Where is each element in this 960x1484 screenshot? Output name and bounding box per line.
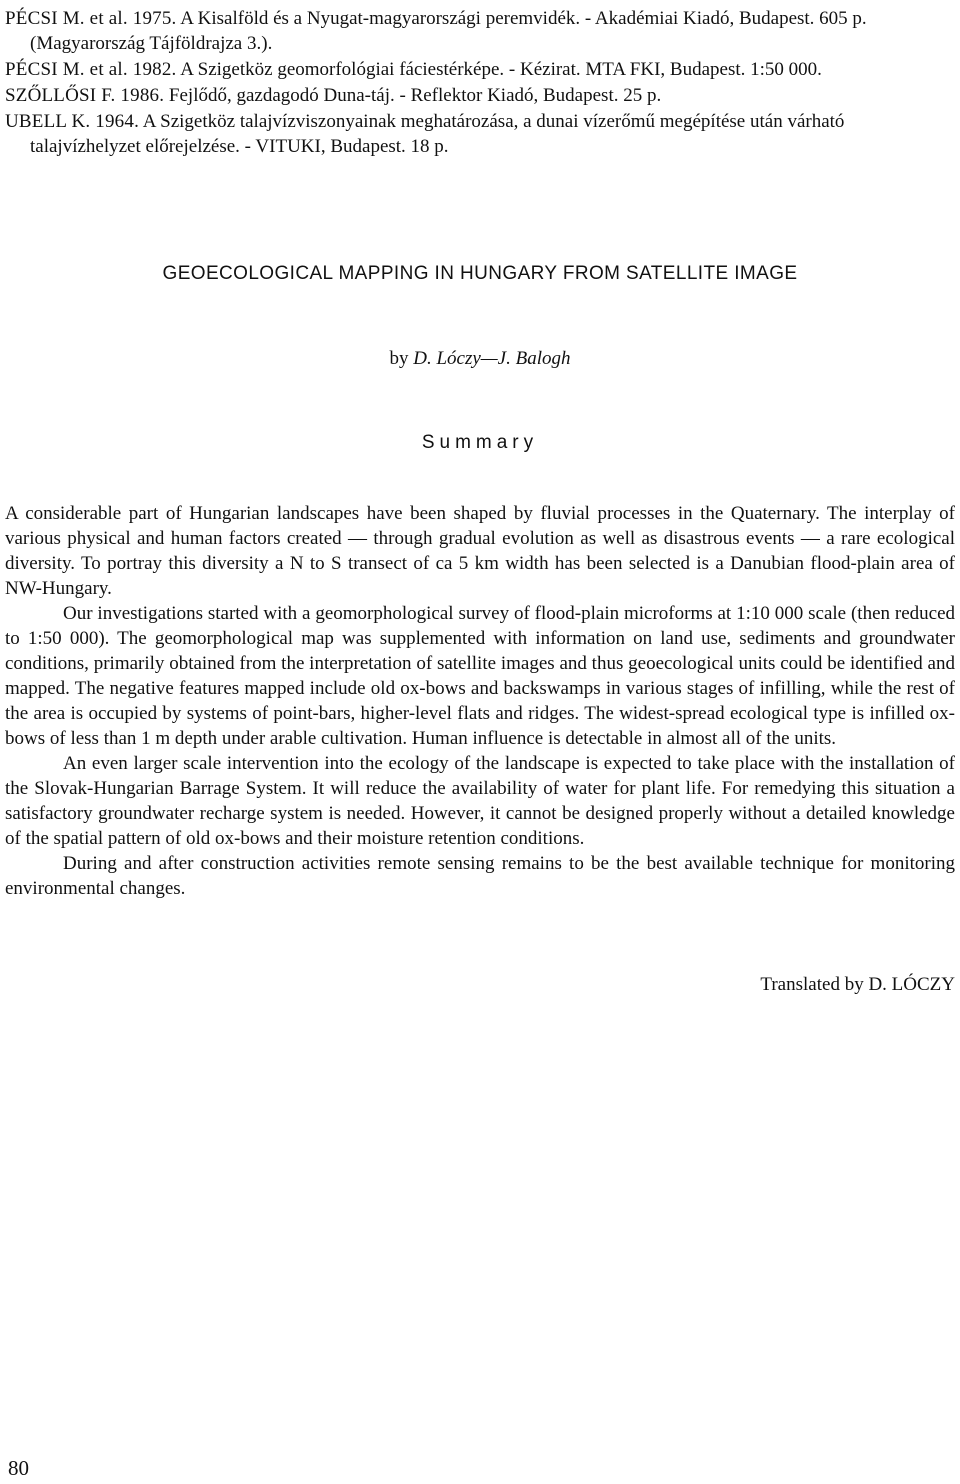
reference-text: A Szigetköz talajvízviszonyainak meghatározása, a dunai vízerőmű megépítése után várható talajvízhelyzet előrejelzése. - VITUKI, Budapest. 18 p. bbox=[30, 111, 845, 157]
reference-text: A Kisalföld és a Nyugat-magyarországi peremvidék. - Akadémiai Kiadó, Budapest. 605 p. (Magyarország Tájföldrajza 3.). bbox=[30, 8, 867, 54]
summary-heading: Summary bbox=[421, 432, 539, 453]
reference-text: A Szigetköz geomorfológiai fáciestérképe. - Kézirat. MTA FKI, Budapest. 1:50 000. bbox=[180, 59, 822, 80]
summary-paragraph: Our investigations started with a geomorphological survey of flood-plain microforms at 1:10 000 scale (then reduced to 1:50 000). The geomorphological map was supplemented with information on land use, sediments and groundwater conditions, primarily obtained from the interpretation of satellite images and thus geoecological units could be identified and mapped. The negative features mapped include old ox-bows and backswamps in various stages of infilling, while the rest of the area is occupied by systems of point-bars, higher-level flats and ridges. The widest-spread ecological type is infilled ox-bows of less than 1 m depth under arable cultivation. Human influence is detectable in almost all of the units. bbox=[5, 603, 955, 749]
article-title: GEOECOLOGICAL MAPPING IN HUNGARY FROM SATELLITE IMAGE bbox=[162, 263, 798, 284]
reference-item bbox=[5, 6, 955, 56]
reference-list bbox=[5, 6, 955, 160]
reference-item bbox=[5, 57, 955, 82]
byline-prefix: by bbox=[389, 348, 409, 369]
reference-author: SZŐLLŐSI F. 1986. bbox=[5, 85, 165, 106]
article-byline bbox=[5, 347, 955, 371]
reference-item bbox=[5, 83, 955, 108]
article-authors: D. Lóczy—J. Balogh bbox=[413, 348, 571, 369]
translator-credit: Translated by D. LÓCZY bbox=[760, 974, 955, 995]
reference-text: Fejlődő, gazdagodó Duna-táj. - Reflektor Kiadó, Budapest. 25 p. bbox=[168, 85, 662, 106]
document-page bbox=[5, 0, 955, 1484]
reference-author: PÉCSI M. et al. 1982. bbox=[5, 59, 177, 80]
summary-paragraph: During and after construction activities remote sensing remains to be the best available technique for monitoring environmental changes. bbox=[5, 853, 955, 899]
page-number: 80 bbox=[8, 1456, 29, 1480]
reference-item bbox=[5, 109, 955, 159]
reference-author: UBELL K. 1964. bbox=[5, 111, 140, 132]
summary-paragraph: A considerable part of Hungarian landscapes have been shaped by fluvial processes in the Quaternary. The interplay of various physical and human factors created — through gradual evolution as well as disastrous events — a rare ecological diversity. To portray this diversity a N to S transect of ca 5 km width has been selected is a Danubian flood-plain area of NW-Hungary. bbox=[5, 503, 955, 599]
summary-body bbox=[5, 501, 955, 901]
reference-author: PÉCSI M. et al. 1975. bbox=[5, 8, 177, 29]
summary-paragraph: An even larger scale intervention into the ecology of the landscape is expected to take place with the installation of the Slovak-Hungarian Barrage System. It will reduce the availability of water for plant life. For remedying this situation a satisfactory groundwater recharge system is needed. However, it cannot be designed properly without a detailed knowledge of the spatial pattern of old ox-bows and their moisture retention conditions. bbox=[5, 753, 955, 849]
